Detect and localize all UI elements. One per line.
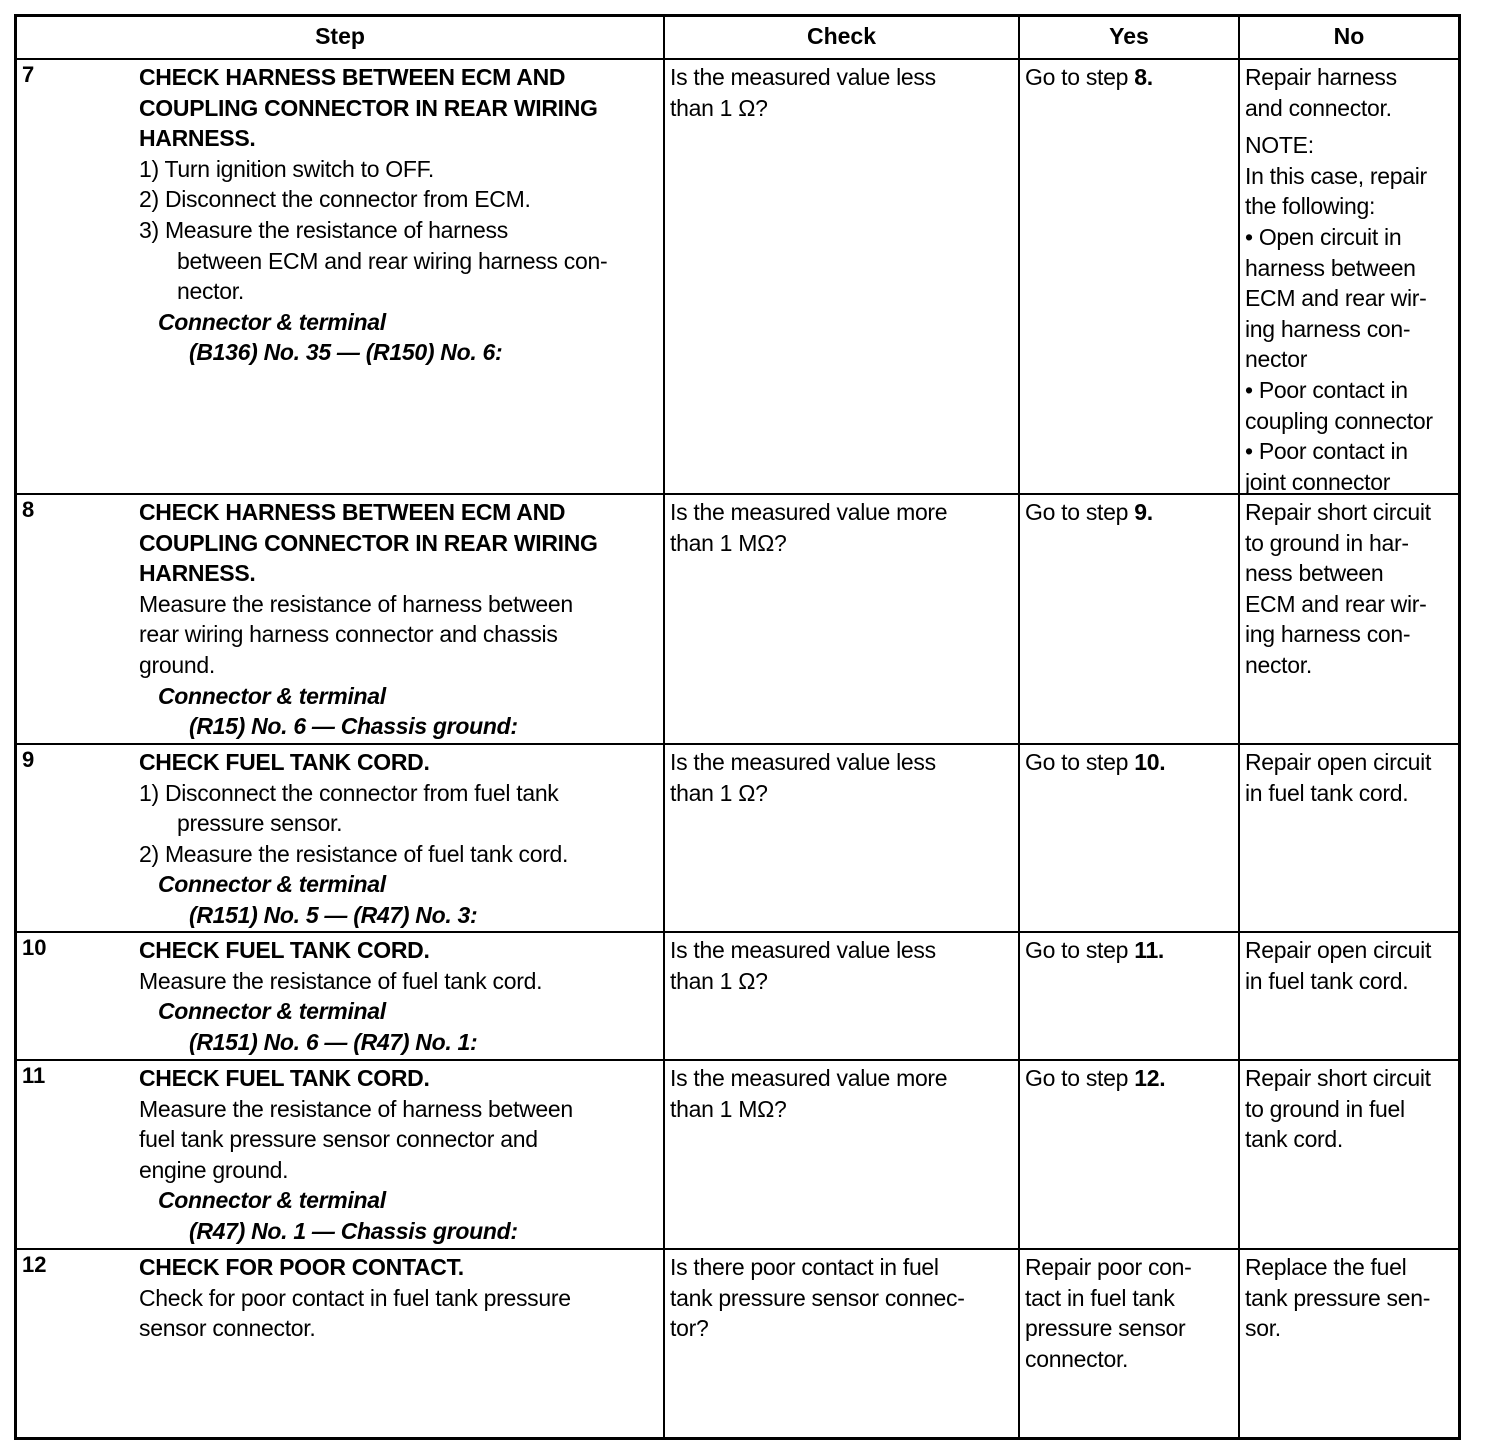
text-line: 3) Measure the resistance of harness	[139, 216, 508, 243]
text-line: NOTE:	[1245, 132, 1314, 159]
text-line: than 1 MΩ?	[670, 529, 787, 556]
text-line: Go to step 9.	[1025, 499, 1153, 525]
check-cell	[663, 495, 1018, 743]
text-line: Connector & terminal	[158, 998, 386, 1025]
no-cell-text	[1245, 1252, 1458, 1344]
text-line: ECM and rear wir-	[1245, 590, 1427, 617]
check-cell	[663, 1250, 1018, 1437]
yes-cell	[1018, 60, 1238, 493]
text-line: COUPLING CONNECTOR IN REAR WIRING	[139, 94, 598, 121]
no-cell	[1238, 933, 1458, 1059]
text-line: CHECK HARNESS BETWEEN ECM AND	[139, 499, 566, 525]
check-cell-text	[670, 747, 1018, 808]
text-line: Repair short circuit	[1245, 1065, 1431, 1091]
text-line: pressure sensor	[1025, 1315, 1186, 1342]
text-line: Repair poor con-	[1025, 1254, 1192, 1280]
yes-cell	[1018, 1061, 1238, 1248]
header-row	[17, 17, 1458, 58]
text-line: Connector & terminal	[158, 682, 386, 709]
no-cell	[1238, 60, 1458, 493]
text-line: (R151) No. 6 — (R47) No. 1:	[189, 1028, 478, 1055]
text-line: Repair open circuit	[1245, 749, 1432, 775]
text-line: Is the measured value more	[670, 499, 948, 525]
text-line: Connector & terminal	[158, 308, 386, 335]
check-cell-text	[670, 497, 1018, 558]
text-line: Connector & terminal	[158, 1187, 386, 1214]
text-line: Is the measured value less	[670, 937, 936, 963]
yes-cell	[1018, 933, 1238, 1059]
no-cell-text	[1245, 62, 1458, 497]
text-line: Is the measured value less	[670, 64, 936, 90]
text-line: Go to step 10.	[1025, 749, 1166, 775]
yes-cell-text	[1025, 935, 1238, 966]
table-row-step-9	[17, 743, 1458, 931]
table-row-step-11	[17, 1059, 1458, 1248]
yes-cell	[1018, 745, 1238, 931]
text-line: Repair short circuit	[1245, 499, 1431, 525]
text-line: Is the measured value less	[670, 749, 936, 775]
yes-cell-text	[1025, 747, 1238, 778]
text-line: nector.	[177, 278, 244, 305]
text-line: in fuel tank cord.	[1245, 967, 1409, 994]
text-line: the following:	[1245, 193, 1376, 220]
text-line: Is there poor contact in fuel	[670, 1254, 939, 1280]
text-line: Measure the resistance of harness between	[139, 1095, 573, 1122]
text-line: engine ground.	[139, 1156, 289, 1183]
step-cell	[17, 1061, 663, 1248]
step-number: 8	[22, 497, 35, 522]
text-line: rear wiring harness connector and chassis	[139, 621, 558, 648]
text-line: COUPLING CONNECTOR IN REAR WIRING	[139, 529, 598, 556]
step-reference: 8.	[1134, 64, 1153, 90]
text-line: tank pressure sensor connec-	[670, 1284, 965, 1311]
text-line: ground.	[139, 651, 215, 678]
text-line: pressure sensor.	[177, 810, 343, 837]
yes-cell-text	[1025, 497, 1238, 528]
text-line: to ground in fuel	[1245, 1095, 1405, 1122]
step-cell-text	[139, 1063, 663, 1247]
step-number: 9	[22, 747, 35, 772]
header-yes: Yes	[1018, 17, 1238, 58]
text-line: nector.	[1245, 651, 1312, 678]
step-reference: 9.	[1134, 499, 1153, 525]
text-line: 2) Disconnect the connector from ECM.	[139, 186, 531, 213]
text-line: tank cord.	[1245, 1126, 1343, 1153]
text-line: In this case, repair	[1245, 162, 1427, 189]
yes-cell-text	[1025, 1252, 1238, 1374]
header-no: No	[1238, 17, 1458, 58]
text-line: than 1 MΩ?	[670, 1095, 787, 1122]
text-line: Check for poor contact in fuel tank pressure	[139, 1284, 571, 1311]
text-line: tact in fuel tank	[1025, 1284, 1175, 1311]
text-line: (R47) No. 1 — Chassis ground:	[189, 1217, 518, 1244]
text-line: CHECK FUEL TANK CORD.	[139, 937, 430, 963]
no-cell	[1238, 1061, 1458, 1248]
text-line: Repair open circuit	[1245, 937, 1432, 963]
header-check: Check	[663, 17, 1018, 58]
text-line: between ECM and rear wiring harness con-	[177, 247, 608, 274]
text-line: Go to step 11.	[1025, 937, 1165, 963]
yes-cell-text	[1025, 1063, 1238, 1094]
text-line: 2) Measure the resistance of fuel tank cord.	[139, 840, 569, 867]
text-line: 1) Turn ignition switch to OFF.	[139, 155, 434, 182]
diagnostic-table	[14, 14, 1461, 1440]
text-line: Go to step 12.	[1025, 1065, 1166, 1091]
text-line: ECM and rear wir-	[1245, 285, 1427, 312]
text-line: (R151) No. 5 — (R47) No. 3:	[189, 901, 478, 928]
text-line: Repair harness	[1245, 64, 1397, 90]
header-step: Step	[315, 23, 365, 49]
check-cell	[663, 933, 1018, 1059]
step-cell	[17, 933, 663, 1059]
check-cell	[663, 745, 1018, 931]
text-line: HARNESS.	[139, 560, 256, 587]
text-line: Measure the resistance of harness between	[139, 590, 573, 617]
text-line: to ground in har-	[1245, 529, 1409, 556]
text-line: nector	[1245, 346, 1308, 373]
text-line: than 1 Ω?	[670, 94, 768, 121]
step-cell-text	[139, 62, 663, 368]
text-line: harness between	[1245, 254, 1416, 281]
step-cell-text	[139, 935, 663, 1057]
text-line: CHECK FUEL TANK CORD.	[139, 749, 430, 775]
step-cell-text	[139, 1252, 663, 1344]
text-line: sor.	[1245, 1315, 1281, 1342]
table-row-step-10	[17, 931, 1458, 1059]
check-cell-text	[670, 1252, 1018, 1344]
text-line: • Poor contact in	[1245, 438, 1408, 465]
text-line: than 1 Ω?	[670, 967, 768, 994]
step-reference: 11.	[1134, 937, 1165, 963]
yes-cell	[1018, 1250, 1238, 1437]
text-line: ness between	[1245, 560, 1384, 587]
step-cell	[17, 60, 663, 493]
table-row-step-8	[17, 493, 1458, 743]
step-number: 11	[22, 1063, 46, 1088]
text-line: CHECK FUEL TANK CORD.	[139, 1065, 430, 1091]
no-cell-text	[1245, 1063, 1458, 1155]
text-line: Replace the fuel	[1245, 1254, 1407, 1280]
text-line: tor?	[670, 1315, 709, 1342]
text-line: (B136) No. 35 — (R150) No. 6:	[189, 339, 503, 366]
no-cell-text	[1245, 935, 1458, 996]
check-cell	[663, 60, 1018, 493]
text-line: in fuel tank cord.	[1245, 779, 1409, 806]
check-cell	[663, 1061, 1018, 1248]
text-line: HARNESS.	[139, 125, 256, 152]
step-number: 7	[22, 62, 35, 87]
text-line: Connector & terminal	[158, 871, 386, 898]
no-cell-text	[1245, 497, 1458, 681]
no-cell-text	[1245, 747, 1458, 808]
text-line: (R15) No. 6 — Chassis ground:	[189, 713, 518, 740]
text-line: Go to step 8.	[1025, 64, 1153, 90]
step-cell	[17, 745, 663, 931]
step-cell-text	[139, 747, 663, 931]
text-line: sensor connector.	[139, 1315, 316, 1342]
text-line: fuel tank pressure sensor connector and	[139, 1126, 538, 1153]
table-row-step-12	[17, 1248, 1458, 1437]
text-line: connector.	[1025, 1345, 1129, 1372]
text-line: ing harness con-	[1245, 315, 1411, 342]
step-reference: 10.	[1134, 749, 1166, 775]
yes-cell	[1018, 495, 1238, 743]
text-line: tank pressure sen-	[1245, 1284, 1431, 1311]
text-line: CHECK HARNESS BETWEEN ECM AND	[139, 64, 566, 90]
step-cell-text	[139, 497, 663, 742]
step-number: 10	[22, 935, 47, 960]
no-cell	[1238, 1250, 1458, 1437]
text-line: than 1 Ω?	[670, 779, 768, 806]
text-line: Is the measured value more	[670, 1065, 948, 1091]
text-line: ing harness con-	[1245, 621, 1411, 648]
text-line: joint connector	[1245, 468, 1391, 495]
no-cell	[1238, 745, 1458, 931]
text-line: 1) Disconnect the connector from fuel tank	[139, 779, 559, 806]
no-cell	[1238, 495, 1458, 743]
text-line: and connector.	[1245, 94, 1392, 121]
check-cell-text	[670, 1063, 1018, 1124]
step-reference: 12.	[1134, 1065, 1166, 1091]
text-line: coupling connector	[1245, 407, 1433, 434]
check-cell-text	[670, 935, 1018, 996]
text-line: • Open circuit in	[1245, 223, 1402, 250]
step-number: 12	[22, 1252, 47, 1277]
check-cell-text	[670, 62, 1018, 123]
text-line: • Poor contact in	[1245, 376, 1408, 403]
table-row-step-7	[17, 58, 1458, 493]
step-cell	[17, 495, 663, 743]
yes-cell-text	[1025, 62, 1238, 93]
step-cell	[17, 1250, 663, 1437]
text-line: Measure the resistance of fuel tank cord.	[139, 967, 543, 994]
text-line: CHECK FOR POOR CONTACT.	[139, 1254, 464, 1280]
